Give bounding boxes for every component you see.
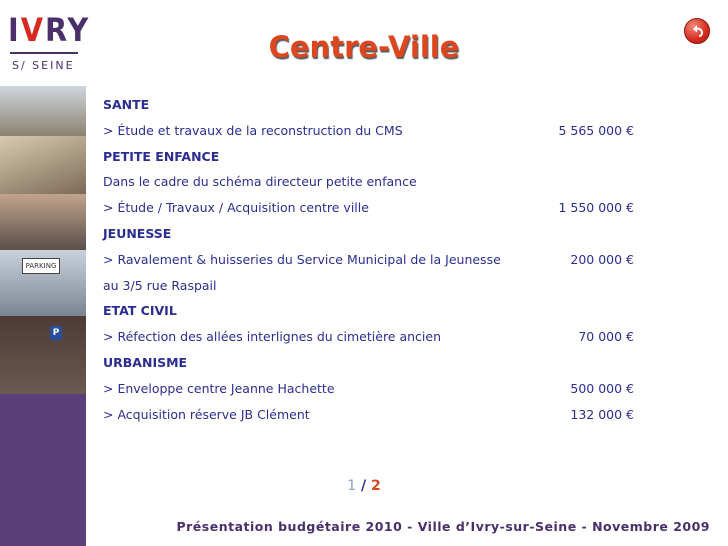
budget-line-label: au 3/5 rue Raspail — [103, 277, 217, 293]
budget-line — [103, 376, 648, 402]
budget-line-amount: 1 550 000 € — [558, 200, 634, 216]
budget-line — [103, 273, 648, 299]
back-button[interactable] — [684, 18, 710, 44]
page-separator: / — [361, 478, 367, 494]
logo-wordmark: IVRY — [8, 11, 91, 49]
section-heading-label: PETITE ENFANCE — [103, 148, 220, 164]
budget-line-label: > Enveloppe centre Jeanne Hachette — [103, 380, 335, 396]
budget-line — [103, 195, 648, 221]
page-title: Centre-Ville — [268, 30, 460, 64]
return-arrow-icon — [689, 23, 705, 39]
section-heading-label: URBANISME — [103, 354, 188, 370]
page-next-link[interactable]: 2 — [371, 478, 381, 494]
section-heading — [103, 298, 648, 324]
budget-line-label: > Étude et travaux de la reconstruction du CMS — [103, 122, 403, 138]
budget-line-label: > Étude / Travaux / Acquisition centre ville — [103, 200, 369, 216]
section-heading — [103, 221, 648, 247]
section-heading — [103, 350, 648, 376]
budget-line-amount: 200 000 € — [570, 251, 634, 267]
parking-p-icon: P — [50, 326, 62, 340]
budget-line-amount: 132 000 € — [570, 406, 634, 422]
budget-line — [103, 324, 648, 350]
budget-line — [103, 402, 648, 428]
budget-line-label: Dans le cadre du schéma directeur petite enfance — [103, 174, 417, 190]
budget-line — [103, 247, 648, 273]
section-heading — [103, 144, 648, 170]
budget-line — [103, 118, 648, 144]
section-heading-label: SANTE — [103, 97, 150, 112]
budget-line-amount: 5 565 000 € — [558, 122, 634, 138]
footer-caption: Présentation budgétaire 2010 - Ville d’Ivry-sur-Seine - Novembre 2009 — [176, 519, 710, 534]
section-heading — [103, 92, 648, 118]
city-photo-collage — [0, 86, 86, 394]
budget-list — [103, 92, 648, 427]
budget-line-label: > Ravalement & huisseries du Service Municipal de la Jeunesse — [103, 251, 501, 267]
budget-line-label: > Réfection des allées interlignes du cimetière ancien — [103, 329, 442, 345]
parking-sign: PARKING — [22, 258, 60, 274]
budget-line-label: > Acquisition réserve JB Clément — [103, 406, 310, 422]
budget-line-amount: 500 000 € — [570, 380, 634, 396]
page-current: 1 — [347, 478, 357, 494]
budget-line — [103, 169, 648, 195]
section-heading-label: ETAT CIVIL — [103, 303, 177, 319]
pagination — [0, 478, 728, 494]
sidebar-photo-strip — [0, 86, 86, 546]
budget-line-amount: 70 000 € — [578, 329, 634, 345]
section-heading-label: JEUNESSE — [103, 225, 172, 241]
logo-subtitle: S/ SEINE — [12, 59, 75, 72]
